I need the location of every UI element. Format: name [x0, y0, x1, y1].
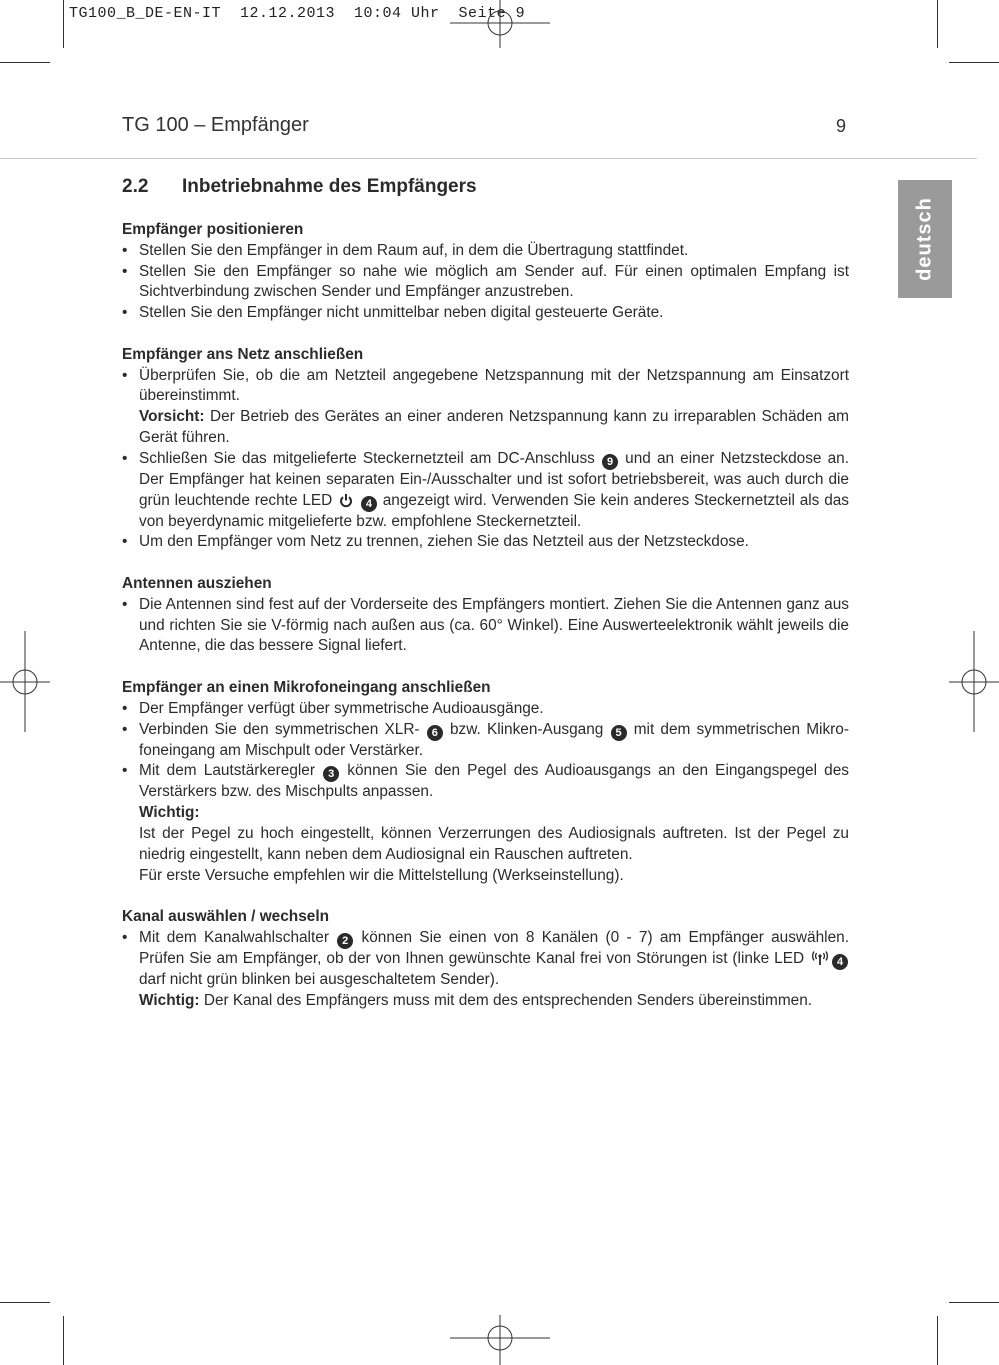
text-run: können Sie einen von 8 Kanälen (0 - 7) am Empfänger auswählen. Prüfen Sie am Empfänger, ob der von Ihnen gewünschte Kanal frei von Störungen ist (linke LED: [139, 928, 849, 967]
text-run: bzw. Klinken-Ausgang: [443, 720, 610, 738]
list-item: • Stellen Sie den Empfänger in dem Raum auf, in dem die Übertragung stattfindet.: [122, 241, 849, 262]
section-number: 2.2: [122, 176, 149, 197]
language-tab-label: deutsch: [913, 197, 936, 281]
list-item: [122, 720, 849, 762]
text-run: darf nicht grün blinken bei ausgeschaltetem Sender).: [139, 970, 500, 988]
subheading-mains: Empfänger ans Netz anschließen: [122, 345, 364, 363]
subheading-channel: Kanal auswählen / wechseln: [122, 908, 329, 926]
text-run: Verbinden Sie den symmetrischen XLR-: [139, 720, 426, 738]
antenna-signal-icon: [811, 951, 829, 966]
list-item: • Die Antennen sind fest auf der Vorderseite des Empfängers montiert. Ziehen Sie die Antennen ganz aus und richten Sie sie V-förmig nach außen aus (ca. 60° Winkel). Eine Auswerteelektronik wählt jeweils die Antenne, die das bessere Signal liefert.: [122, 595, 849, 657]
registration-mark-right: [947, 631, 999, 733]
list-item: [122, 449, 849, 533]
registration-mark-top: [449, 0, 551, 48]
text-run: Schließen Sie das mitgelieferte Steckernetzteil am DC-Anschluss: [139, 449, 602, 467]
channel-list: [122, 928, 849, 1012]
text-run: Mit dem Lautstärkeregler: [139, 762, 323, 780]
running-header-title: TG 100 – Empfänger: [122, 114, 309, 136]
subheading-positioning: Empfänger positionieren: [122, 221, 304, 238]
crop-mark: [63, 1316, 64, 1365]
block-antennas: [122, 574, 849, 657]
important-text: Der Kanal des Empfängers muss mit dem des entsprechenden Senders übereinstimmen.: [199, 991, 813, 1009]
text-run: mit dem symmetrischen Mikrofoneingang am Mischpult oder Verstärker.: [139, 720, 849, 759]
registration-mark-left: [0, 631, 52, 733]
callout-badge-volume: 3: [323, 766, 339, 782]
list-item: [122, 366, 849, 449]
caution-text: Der Betrieb des Gerätes an einer anderen Netzspannung kann zu irreparablen Schäden am Gerät führen.: [139, 408, 849, 446]
crop-mark: [0, 1302, 50, 1303]
print-slug: TG100_B_DE-EN-IT 12.12.2013 10:04 Uhr Seite 9: [69, 5, 526, 22]
list-item: • Der Empfänger verfügt über symmetrische Audioausgänge.: [122, 699, 849, 720]
crop-mark: [949, 62, 999, 63]
important-text: Ist der Pegel zu hoch eingestellt, können Verzerrungen des Audiosignals auftreten. Ist der Pegel zu niedrig eingestellt, kann neben dem Audiosignal ein Rauschen auftreten.: [139, 824, 849, 863]
text-run: angezeigt wird. Verwenden Sie kein anderes Steckernetzteil als das von beyerdynamic mitgelieferte bzw. empfohlene Steckernetzteil.: [139, 491, 850, 530]
text-run: können Sie den Pegel des Audioausgangs an den Eingangspegel des Verstärkers bzw. des Mischpults anpassen.: [139, 762, 849, 801]
antennas-list: [122, 595, 849, 657]
section-heading: [122, 172, 849, 202]
crop-mark: [0, 62, 50, 63]
list-item: • Stellen Sie den Empfänger nicht unmittelbar neben digital gesteuerte Geräte.: [122, 303, 849, 324]
block-mains: [122, 345, 849, 553]
block-channel: [122, 907, 849, 1011]
block-positioning: [122, 220, 849, 324]
callout-badge-channel: 2: [337, 933, 353, 949]
list-item: [122, 928, 849, 1012]
language-tab: [898, 180, 952, 298]
important-paragraph: [139, 991, 849, 1012]
paragraph: [139, 761, 849, 803]
crop-mark: [937, 0, 938, 48]
subheading-antennas: Antennen ausziehen: [122, 574, 272, 592]
power-icon: [339, 493, 353, 508]
list-item: [122, 761, 849, 886]
paragraph: [139, 928, 849, 991]
block-mic-input: [122, 678, 849, 886]
callout-badge-dc: 9: [602, 454, 618, 470]
list-item: • Stellen Sie den Empfänger so nahe wie möglich am Sender auf. Für einen optimalen Empfang ist Sichtverbindung zwischen Sender und Empfänger anzustreben.: [122, 262, 849, 304]
mains-list: [122, 366, 849, 554]
registration-mark-bottom: [449, 1315, 551, 1365]
page-number: 9: [836, 116, 847, 136]
header-divider: [0, 158, 977, 159]
list-item: • Um den Empfänger vom Netz zu trennen, ziehen Sie das Netzteil aus der Netzsteckdose.: [122, 532, 849, 553]
caution-paragraph: [139, 407, 849, 449]
important-text: Für erste Versuche empfehlen wir die Mittelstellung (Werkseinstellung).: [139, 866, 624, 884]
important-label: Wichtig:: [139, 991, 200, 1009]
important-label: Wichtig:: [139, 804, 200, 822]
callout-badge-led: 4: [832, 954, 848, 970]
text-run: Mit dem Kanalwahlschalter: [139, 928, 337, 946]
crop-mark: [949, 1302, 999, 1303]
callout-badge-xlr: 6: [427, 725, 443, 741]
section-title: Inbetriebnahme des Empfängers: [182, 176, 477, 197]
callout-badge-led: 4: [361, 496, 377, 512]
crop-mark: [937, 1316, 938, 1365]
callout-badge-jack: 5: [611, 725, 627, 741]
subheading-mic-input: Empfänger an einen Mikrofoneingang anschließen: [122, 678, 491, 696]
mic-input-list: [122, 699, 849, 887]
text-run: und an einer Netzsteckdose an. Der Empfänger hat keinen separaten Ein-/Ausschalter und ist sofort betriebsbereit, was auch durch die grün leuchtende rechte LED: [139, 449, 849, 509]
caution-label: Vorsicht:: [139, 408, 205, 426]
positioning-list: [122, 241, 849, 324]
paragraph: • Überprüfen Sie, ob die am Netzteil angegebene Netzspannung mit der Netzspannung am Einsatzort übereinstimmt.: [139, 366, 849, 405]
crop-mark: [63, 0, 64, 48]
page-content: [122, 172, 849, 1032]
